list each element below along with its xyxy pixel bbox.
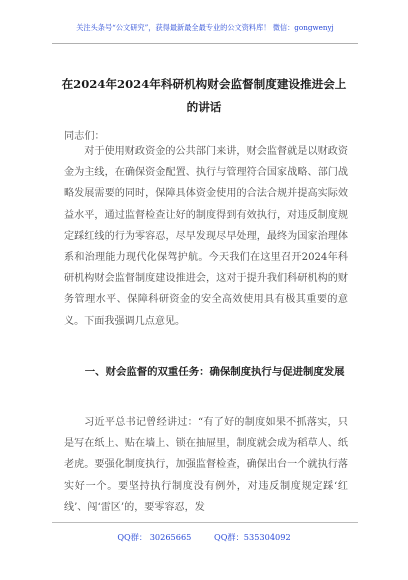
header-divider [52,43,358,44]
footer [0,532,408,543]
body-paragraph-2: 习近平总书记曾经讲过：“有了好的制度如果不抓落实，只是写在纸上、贴在墙上、锁在抽屉里，制度就会成为稻草人、纸老虎。要强化制度执行，加强监督检查，确保出台一个就执行落实好一个。要坚持执行制度没有例外，对违反制度规定踩‘红线’、闯‘雷区’的，要零容忍，发 [64,417,348,513]
section-heading-1: 一、财会监督的双重任务：确保制度执行与促进制度发展 [84,366,345,378]
document-title: 在2024年2024年科研机构财会监督制度建设推进会上的讲话 [61,77,347,114]
footer-qq-group-1: QQ群： 30265665 [117,532,192,542]
footer-qq-group-2: QQ群：535304092 [214,532,291,542]
salutation: 同志们： [64,131,105,142]
body-paragraph-1: 对于使用财政资金的公共部门来讲，财会监督就是以财政资金为主线，在确保资金配置、执行与管理符合国家战略、部门战略发展需要的同时，保障具体资金使用的合法合规并提高实际效益水平，通过监督检查让好的制度得到有效执行，对违反制度规定踩红线的行为零容忍，尽早发现尽早处理，最终为国家治理体系和治理能力现代化保驾护航。今天我们在这里召开2024年科研机构财会监督制度建设推进会，这对于提升我们科研机构的财务管理水平、保障科研资金的安全高效使用具有极其重要的意义。下面我强调几点意见。 [64,146,348,327]
footer-divider [52,522,358,523]
header-banner: 关注头条号“公文研究”，获得最新最全最专业的公文资料库！ 微信：gongwenyj [76,23,334,32]
